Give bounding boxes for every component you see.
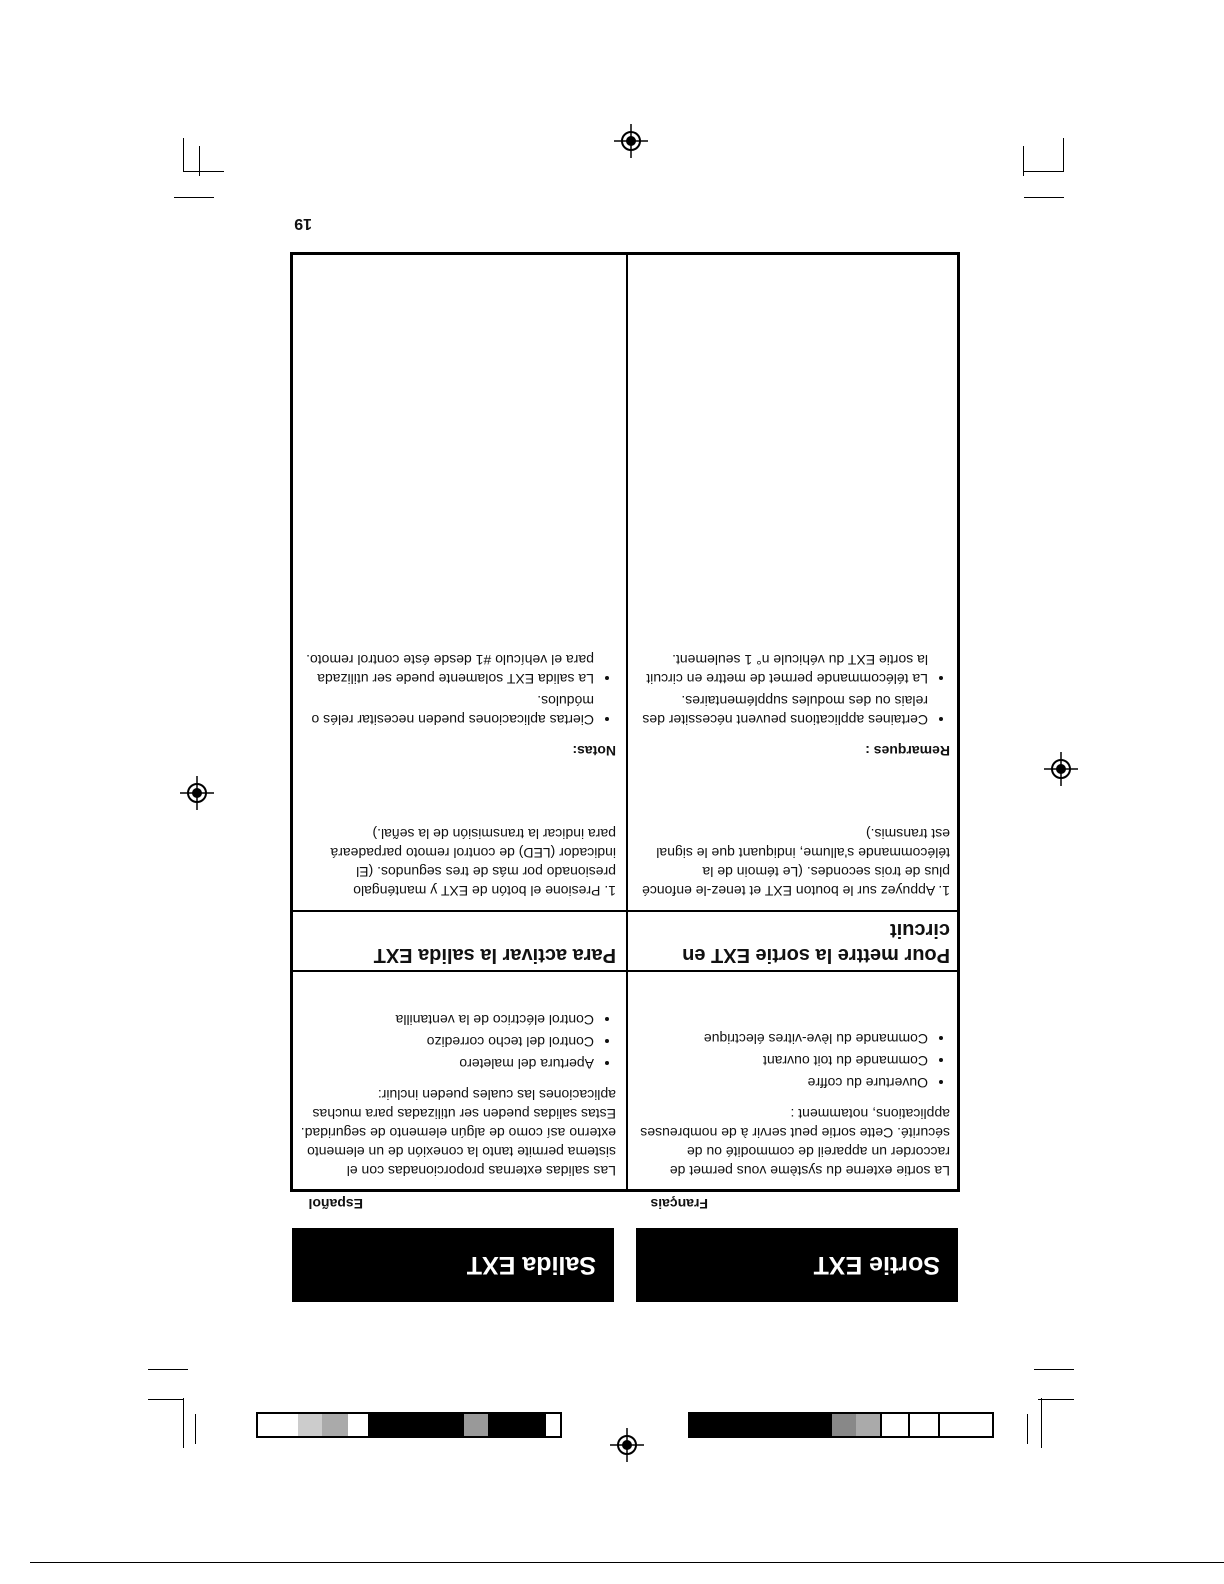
crop-mark [183, 138, 184, 172]
page-number: 19 [294, 215, 312, 232]
crop-mark [1024, 197, 1064, 198]
calibration-strip [256, 1412, 562, 1438]
crop-mark [174, 197, 214, 198]
crop-mark [199, 146, 200, 176]
list-item: • Apertura del maletero [300, 1054, 594, 1073]
notes-espanol [300, 647, 616, 760]
crop-mark [184, 171, 224, 172]
notes-list [300, 650, 616, 729]
notes-list [640, 650, 950, 729]
column-divider [626, 253, 628, 1191]
registration-target-icon [1044, 752, 1078, 786]
notes-francais [640, 647, 950, 760]
intro-text: Las salidas externas proporcionadas con el sistema permite tanto la conexión de un elemento externo así como de algún elemento de seguridad. Estas salidas pueden ser utilizadas para muchas aplicaciones las cuales pueden incluir: [300, 1087, 616, 1179]
step-francais [640, 812, 950, 900]
crop-mark [1038, 1399, 1074, 1400]
title-bar-espanol: Salida EXT [292, 1228, 614, 1302]
applications-list [300, 1010, 616, 1073]
calibration-strip [688, 1412, 994, 1438]
crop-mark [195, 1414, 196, 1444]
notes-label: Notas: [572, 743, 616, 759]
crop-mark [183, 1398, 184, 1448]
step-espanol [300, 812, 616, 900]
language-label-espanol: Español [308, 1196, 363, 1212]
list-item: • La salida EXT solamente puede ser utilizada para el vehículo #1 desde éste control remoto. [300, 650, 594, 688]
notes-label: Remarques : [865, 743, 950, 759]
list-item: • Control eléctrico de la ventanilla [300, 1010, 594, 1029]
crop-mark [1023, 146, 1024, 176]
applications-list [640, 1029, 950, 1092]
list-item: • Commande du toit ouvrant [640, 1051, 928, 1070]
list-item: • Ouverture du coffre [640, 1073, 928, 1092]
crop-mark [1034, 1369, 1074, 1370]
crop-mark [1041, 1398, 1042, 1448]
crop-mark [1063, 138, 1064, 172]
intro-francais [640, 1026, 950, 1180]
step-text: 1. Presione el botón de EXT y manténgalo presionado por más de tres segundos. (El indicador (LED) de control remoto parpadeará para indicar la transmisión de la señal.) [330, 826, 616, 899]
section-divider [291, 910, 959, 912]
crop-mark [1027, 1414, 1028, 1444]
step-text: 1. Appuyez sur le bouton EXT et tenez-le enfoncé plus de trois secondes. (Le témoin de la télécommande s'allume, indiquant que le signal est transmis.) [642, 826, 950, 899]
section-heading-espanol: Para activar la salida EXT [373, 944, 616, 966]
list-item: • Commande du lève-vitres électrique [640, 1029, 928, 1048]
scan-edge-line [30, 1562, 1224, 1563]
list-item: • Ciertas aplicaciones pueden necesitar relés o módulos. [300, 691, 594, 729]
crop-mark [148, 1369, 188, 1370]
language-label-francais: Français [650, 1196, 708, 1212]
list-item: • Control del techo corredizo [300, 1032, 594, 1051]
registration-target-icon [610, 1428, 644, 1462]
registration-target-icon [614, 124, 648, 158]
section-heading-francais: Pour mettre la sortie EXT en circuit [682, 919, 950, 966]
intro-espanol [300, 1007, 616, 1180]
list-item: • Certaines applications peuvent nécessiter des relais ou des modules supplémentaires. [640, 691, 928, 729]
title-bar-francais: Sortie EXT [636, 1228, 958, 1302]
section-divider [291, 970, 959, 972]
registration-target-icon [180, 776, 214, 810]
crop-mark [1024, 171, 1064, 172]
list-item: • La télécommande permet de mettre en circuit la sortie EXT du véhicule n° 1 seulement. [640, 650, 928, 688]
crop-mark [148, 1399, 184, 1400]
intro-text: La sortie externe du système vous permet de raccorder un appareil de commodité ou de sécurité. Cette sortie peut servir à de nombreuses applications, notamment : [640, 1106, 950, 1179]
